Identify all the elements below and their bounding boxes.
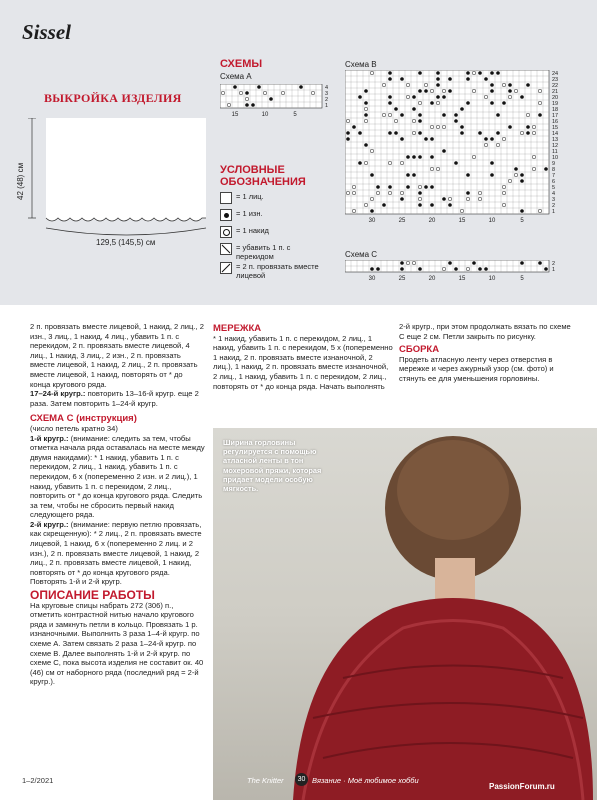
purl-mark (466, 191, 470, 195)
purl-mark (490, 83, 494, 87)
y-tick-label: 7 (552, 173, 556, 179)
purl-mark (442, 113, 446, 117)
legend-title-line2: ОБОЗНАЧЕНИЯ (220, 176, 306, 188)
purl-mark (400, 197, 404, 201)
legend-item-yarnover (220, 226, 269, 238)
legend-text: = 1 накид (236, 226, 269, 235)
purl-mark (466, 101, 470, 105)
k2tog-symbol-icon (220, 262, 232, 274)
row-label: 2-й кругр.: (30, 519, 69, 529)
legend-item-ssk (220, 243, 320, 261)
purl-mark (460, 107, 464, 111)
assembly-heading: СБОРКА (399, 344, 440, 356)
purl-mark (448, 261, 452, 265)
y-tick-label: 6 (552, 179, 556, 185)
purl-mark (430, 185, 434, 189)
purl-mark (442, 149, 446, 153)
height-label: 42 (48) см (16, 162, 25, 200)
y-tick-label: 24 (552, 71, 559, 77)
purl-mark (370, 209, 374, 213)
purl-mark (388, 71, 392, 75)
y-tick-label: 4 (325, 85, 329, 91)
purl-mark (251, 103, 255, 107)
purl-mark (490, 89, 494, 93)
purl-symbol-icon (220, 209, 232, 221)
schemes-title: СХЕМЫ (220, 58, 263, 70)
purl-mark (412, 173, 416, 177)
purl-mark (484, 267, 488, 271)
legend-item-k2tog (220, 262, 320, 280)
purl-mark (454, 119, 458, 123)
purl-mark (233, 85, 237, 89)
purl-mark (346, 137, 350, 141)
y-tick-label: 23 (552, 77, 559, 83)
purl-mark (418, 89, 422, 93)
x-tick-label: 20 (428, 218, 436, 224)
product-photo (213, 428, 597, 800)
scheme-a-label: Схема A (220, 72, 252, 81)
y-tick-label: 2 (552, 203, 556, 209)
purl-mark (490, 71, 494, 75)
y-tick-label: 1 (552, 209, 556, 215)
purl-mark (466, 71, 470, 75)
x-tick-label: 30 (368, 218, 376, 224)
x-tick-label: 15 (231, 112, 239, 118)
purl-mark (400, 113, 404, 117)
purl-mark (490, 137, 494, 141)
purl-mark (388, 77, 392, 81)
purl-mark (496, 113, 500, 117)
x-tick-label: 5 (520, 218, 524, 224)
purl-mark (490, 173, 494, 177)
purl-mark (364, 89, 368, 93)
y-tick-label: 2 (552, 261, 556, 267)
lace-heading: МЕРЕЖКА (213, 323, 262, 334)
column1-paragraph: повторить 13–16-й кругр. еще 2 раза. Затем повторить 1–24-й кругр. (30, 389, 199, 408)
purl-mark (508, 125, 512, 129)
pattern-heading: ВЫКРОЙКА ИЗДЕЛИЯ (44, 91, 182, 105)
column-1 (30, 322, 205, 687)
x-tick-label: 15 (458, 218, 466, 224)
purl-mark (472, 261, 476, 265)
purl-mark (490, 101, 494, 105)
column1-paragraph: 2 п. провязать вместе лицевой, 1 накид, 2 лиц., 2 изн., 3 лиц., 1 накид, 4 лиц., убавить 1 п. с перекидом, 2 п. провязать вместе лицевой, 4 лиц., 1 накид, 3 лиц., 2 изн., 2 п. провязать вместе лицевой, 1 накид, 2 лиц., 2 п. провязать вместе лицевой, 1 накид, повторять от * до конца кругового ряда. (30, 322, 204, 389)
purl-mark (454, 267, 458, 271)
column3-paragraph: 2-й кругр., при этом продолжать вязать по схеме C еще 2 см. Петли закрыть по рисунку. (399, 322, 571, 341)
purl-mark (436, 71, 440, 75)
x-tick-label: 10 (261, 112, 269, 118)
magazine-tagline: Вязание · Моё любимое хобби (312, 776, 419, 785)
purl-mark (400, 77, 404, 81)
y-tick-label: 8 (552, 167, 556, 173)
purl-mark (418, 113, 422, 117)
purl-mark (520, 179, 524, 183)
purl-mark (299, 85, 303, 89)
y-tick-label: 18 (552, 107, 559, 113)
y-tick-label: 20 (552, 95, 559, 101)
purl-mark (352, 125, 356, 129)
purl-mark (370, 267, 374, 271)
watermark: PassionForum.ru (489, 782, 555, 791)
x-tick-label: 25 (398, 276, 406, 282)
purl-mark (406, 185, 410, 189)
purl-mark (502, 101, 506, 105)
purl-mark (514, 167, 518, 171)
purl-mark (412, 95, 416, 99)
purl-mark (436, 95, 440, 99)
y-tick-label: 3 (325, 91, 329, 97)
purl-mark (448, 203, 452, 207)
x-tick-label: 20 (428, 276, 436, 282)
scheme-c-label: Схема C (345, 250, 378, 259)
y-tick-label: 14 (552, 131, 559, 137)
x-tick-label: 5 (293, 112, 297, 118)
legend-text: = 1 изн. (236, 209, 263, 218)
purl-mark (490, 161, 494, 165)
y-tick-label: 13 (552, 137, 559, 143)
pattern-diagram (22, 118, 212, 258)
purl-mark (520, 173, 524, 177)
y-tick-label: 9 (552, 161, 556, 167)
purl-mark (526, 131, 530, 135)
column2-paragraph: * 1 накид, убавить 1 п. с перекидом, 2 лиц., 1 накид, убавить 1 п. с перекидом, 5 х (попеременно 1 накид, 2 п. провязать вместе изнаночной, 2 лиц.), 1 накид, 2 п. провязать вместе изнаночной, 2 лиц., 1 накид, убавить 1 п. с перекидом, 2 лиц., повторять от * до конца ряда. Начать выполнять (213, 333, 393, 391)
purl-mark (364, 101, 368, 105)
column-2 (213, 322, 393, 391)
y-tick-label: 22 (552, 83, 559, 89)
y-tick-label: 10 (552, 155, 559, 161)
brand-title: Sissel (22, 20, 72, 44)
purl-mark (400, 261, 404, 265)
purl-mark (394, 131, 398, 135)
width-label: 129,5 (145,5) см (96, 238, 156, 247)
purl-mark (520, 261, 524, 265)
purl-mark (436, 77, 440, 81)
x-tick-label: 5 (520, 276, 524, 282)
schema-c-note: (число петель кратно 34) (30, 423, 118, 433)
ssk-symbol-icon (220, 243, 232, 255)
purl-mark (454, 161, 458, 165)
purl-mark (460, 131, 464, 135)
legend-text: = 2 п. провязать вместе лицевой (236, 262, 319, 280)
purl-mark (526, 125, 530, 129)
legend-title-line1: УСЛОВНЫЕ (220, 164, 285, 176)
purl-mark (430, 101, 434, 105)
purl-mark (388, 185, 392, 189)
schema-c-heading: СХЕМА C (инструкция) (30, 413, 137, 425)
x-tick-label: 10 (488, 276, 496, 282)
purl-mark (418, 131, 422, 135)
purl-mark (520, 95, 524, 99)
scheme-b-grid (345, 70, 575, 236)
y-tick-label: 19 (552, 101, 559, 107)
purl-mark (508, 83, 512, 87)
y-tick-label: 4 (552, 191, 556, 197)
row-label: 17–24-й кругр.: (30, 389, 86, 399)
purl-mark (424, 137, 428, 141)
column1-paragraph: (внимание: первую петлю провязать, как скрещенную): * 2 лиц., 2 п. провязать вместе лицевой, 1 накид, 6 х (попеременно 2 лиц. и 2 изн.), 2 п. провязать вместе лицевой, 1 накид, 2 лиц., 2 п. провязать вместе лицевой, 1 накид, повторять от * до конца кругового ряда. Повторять 1-й и 2-й кругр. (30, 519, 202, 587)
x-tick-label: 10 (488, 218, 496, 224)
purl-mark (544, 167, 548, 171)
y-tick-label: 16 (552, 119, 559, 125)
purl-mark (346, 131, 350, 135)
purl-mark (448, 89, 452, 93)
column1-paragraph: (внимание: следить за тем, чтобы отметка начала ряда оставалась на месте между двумя накидами): * 1 накид, убавить 1 п. с перекидом, 2 лиц., 1 накид, убавить 1 п. с перекидом, 6 х (попеременно 2 изн. и 2 лиц.), 1 накид, убавить 1 п. с перекидом, 2 лиц., повторить от * до конца кругового ряда. Следить за тем, чтобы не сбросить первый накид следующего ряда. (30, 433, 205, 520)
purl-mark (364, 113, 368, 117)
purl-mark (376, 185, 380, 189)
y-tick-label: 1 (325, 103, 329, 109)
purl-mark (418, 71, 422, 75)
purl-mark (496, 71, 500, 75)
purl-mark (454, 113, 458, 117)
purl-mark (376, 267, 380, 271)
y-tick-label: 1 (552, 267, 556, 273)
purl-mark (358, 161, 362, 165)
x-tick-label: 25 (398, 218, 406, 224)
purl-mark (430, 137, 434, 141)
y-tick-label: 15 (552, 125, 559, 131)
y-tick-label: 17 (552, 113, 559, 119)
purl-mark (442, 95, 446, 99)
purl-mark (418, 267, 422, 271)
purl-mark (460, 125, 464, 129)
purl-mark (478, 131, 482, 135)
purl-mark (400, 267, 404, 271)
column3-paragraph: Продеть атласную ленту через отверстия в мережке и через ажурный узор (см. фото) и стянуть ее для уменьшения горловины. (399, 354, 554, 383)
y-tick-label: 21 (552, 89, 559, 95)
x-tick-label: 30 (368, 276, 376, 282)
purl-mark (418, 155, 422, 159)
purl-mark (358, 131, 362, 135)
purl-mark (400, 137, 404, 141)
purl-mark (508, 89, 512, 93)
purl-mark (526, 83, 530, 87)
purl-mark (478, 267, 482, 271)
purl-mark (406, 155, 410, 159)
purl-mark (538, 261, 542, 265)
purl-mark (436, 83, 440, 87)
purl-mark (388, 101, 392, 105)
row-label: 1-й кругр.: (30, 433, 69, 443)
column-3 (399, 322, 575, 384)
purl-mark (370, 173, 374, 177)
purl-mark (406, 173, 410, 177)
purl-mark (442, 197, 446, 201)
purl-mark (448, 77, 452, 81)
knit-symbol-icon (220, 192, 232, 204)
scheme-c-grid (345, 260, 575, 286)
purl-mark (544, 267, 548, 271)
magazine-name: The Knitter (247, 776, 284, 785)
purl-mark (484, 137, 488, 141)
purl-mark (484, 77, 488, 81)
purl-mark (245, 91, 249, 95)
legend-text: = 1 лиц. (236, 192, 264, 201)
issue-label: 1–2/2021 (22, 776, 54, 785)
photo-caption: Ширина горловины регулируется с помощью атласной ленты в тон мохеровой пряжи, которая придает модели особую мягкость. (223, 438, 322, 494)
purl-mark (418, 119, 422, 123)
page-number: 30 (295, 773, 308, 786)
purl-mark (269, 97, 273, 101)
purl-mark (430, 155, 434, 159)
purl-mark (382, 203, 386, 207)
purl-mark (478, 71, 482, 75)
yarnover-symbol-icon (220, 226, 232, 238)
purl-mark (364, 143, 368, 147)
y-tick-label: 12 (552, 143, 559, 149)
purl-mark (466, 77, 470, 81)
purl-mark (388, 95, 392, 99)
purl-mark (418, 203, 422, 207)
y-tick-label: 11 (552, 149, 558, 155)
y-tick-label: 2 (325, 97, 329, 103)
purl-mark (412, 107, 416, 111)
purl-mark (424, 185, 428, 189)
purl-mark (388, 131, 392, 135)
y-tick-label: 5 (552, 185, 556, 191)
purl-mark (358, 95, 362, 99)
purl-mark (394, 107, 398, 111)
purl-mark (418, 191, 422, 195)
purl-mark (466, 173, 470, 177)
scheme-b-label: Схема B (345, 60, 377, 69)
legend-item-purl (220, 209, 263, 221)
purl-mark (424, 89, 428, 93)
purl-mark (430, 203, 434, 207)
work-heading: ОПИСАНИЕ РАБОТЫ (30, 588, 155, 603)
legend-text: = убавить 1 п. с перекидом (236, 243, 291, 261)
legend-title (220, 164, 306, 188)
x-tick-label: 15 (458, 276, 466, 282)
y-tick-label: 3 (552, 197, 556, 203)
purl-mark (520, 209, 524, 213)
scheme-a-grid (220, 84, 342, 124)
purl-mark (245, 103, 249, 107)
legend-item-knit (220, 192, 264, 204)
column1-paragraph: На круговые спицы набрать 272 (306) п., отметить контрастной нитью начало кругового ряда и замкнуть петли в кольцо. Провязать 1 р. изнаночными. Выполнить 3 раза 1–4-й кругр. по схеме A. Затем связать 2 раза 1–24-й кругр. по схеме B. Далее выполнять 1-й и 2-й кругр. по схеме C, пока высота изделия не составит ок. 40 (46) см от наборного ряда (последний ряд = 2-й кругр.). (30, 600, 204, 687)
purl-mark (257, 85, 261, 89)
purl-mark (412, 155, 416, 159)
purl-mark (496, 131, 500, 135)
purl-mark (538, 113, 542, 117)
